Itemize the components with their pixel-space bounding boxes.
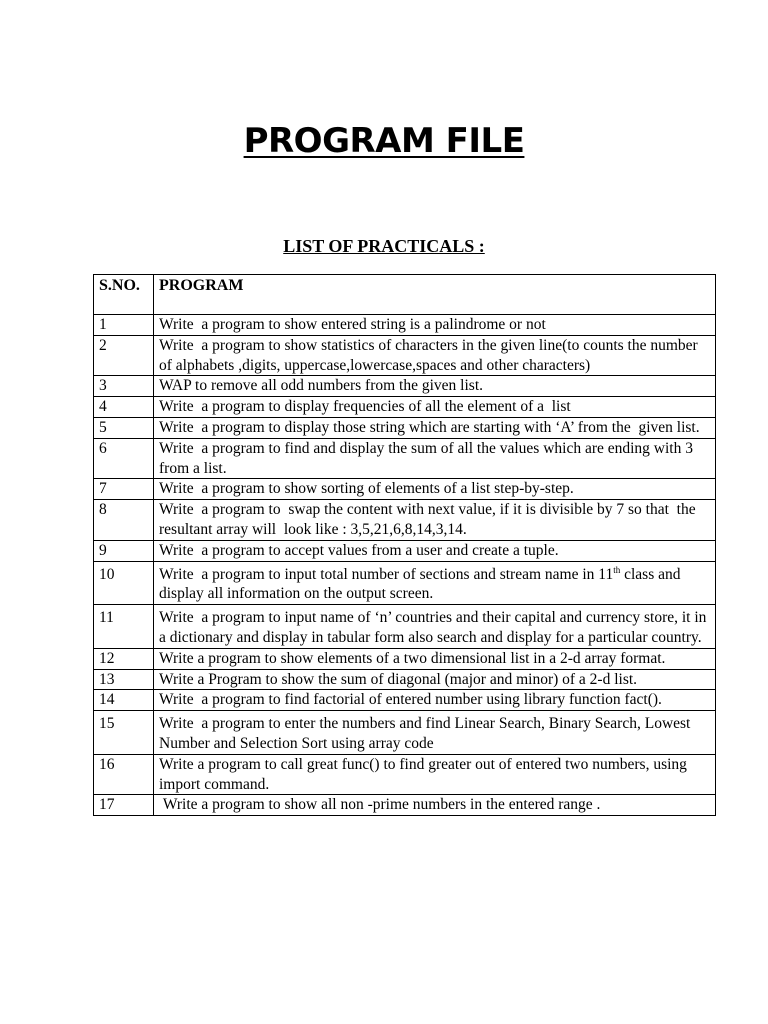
table-row (94, 754, 716, 795)
row-sno: 6 (94, 438, 154, 479)
program-text: Write a program to swap the content with next value, if it is divisible by 7 so that the resultant array will look like : 3,5,21,6,8,14,3,14. (159, 501, 704, 538)
table-row (94, 648, 716, 669)
row-sno: 13 (94, 669, 154, 690)
program-text: Write a program to show entered string is a palindrome or not (159, 316, 546, 333)
program-text: Write a program to input total number of sections and stream name in 11 (159, 565, 614, 583)
row-sno: 12 (94, 648, 154, 669)
table-row (94, 795, 716, 816)
program-text: Write a program to find factorial of entered number using library function fact(). (159, 691, 662, 709)
program-text: Write a program to input name of ‘n’ countries and their capital and currency store, it in a dictionary and display in tabular form also search and display for a particular country. (159, 609, 711, 646)
table-row (94, 397, 716, 418)
program-text: Write a program to enter the numbers and find Linear Search, Binary Search, Lowest Number and Selection Sort using array code (159, 715, 695, 752)
column-header-program: PROGRAM (154, 275, 716, 315)
row-program (154, 438, 716, 479)
row-sno: 8 (94, 500, 154, 541)
row-program (154, 669, 716, 690)
table-row (94, 417, 716, 438)
program-text: Write a program to find and display the sum of all the values which are ending with 3 from a list. (159, 439, 697, 477)
page-title: PROGRAM FILE (243, 121, 525, 161)
program-text: WAP to remove all odd numbers from the given list. (159, 377, 484, 395)
row-program (154, 397, 716, 418)
row-sno: 7 (94, 479, 154, 500)
table-row (94, 540, 716, 561)
row-sno: 5 (94, 417, 154, 438)
program-text: Write a program to show all non -prime numbers in the entered range . (159, 796, 601, 814)
table-header-row (94, 275, 716, 315)
section-heading: LIST OF PRACTICALS : (283, 236, 485, 256)
table-row (94, 376, 716, 397)
table-row (94, 561, 716, 605)
row-program (154, 690, 716, 711)
program-text: Write a program to show elements of a two dimensional list in a 2-d array format. (159, 649, 666, 667)
table-row (94, 690, 716, 711)
table-row (94, 669, 716, 690)
row-program (154, 754, 716, 795)
program-text: Write a program to show sorting of elements of a list step-by-step. (159, 480, 574, 498)
program-text: Write a program to call great func() to find greater out of entered two numbers, using import command. (159, 755, 691, 793)
table-row (94, 479, 716, 500)
program-text-continued: class and display all information on the output screen. (159, 565, 685, 603)
row-program (154, 500, 716, 541)
table-row (94, 711, 716, 755)
row-sno: 9 (94, 540, 154, 561)
row-sno: 11 (94, 605, 154, 649)
practicals-table (93, 274, 716, 816)
row-sno: 16 (94, 754, 154, 795)
row-sno: 15 (94, 711, 154, 755)
row-program (154, 417, 716, 438)
program-text: Write a program to show statistics of characters in the given line(to counts the number of alphabets ,digits, uppercase,lowercase,spaces and other characters) (159, 336, 702, 374)
row-program (154, 648, 716, 669)
row-program (154, 711, 716, 755)
program-text: Write a program to accept values from a user and create a tuple. (159, 541, 559, 559)
program-superscript: th (613, 564, 621, 575)
program-text: Write a Program to show the sum of diagonal (major and minor) of a 2-d list. (159, 670, 638, 688)
row-sno: 4 (94, 397, 154, 418)
row-program (154, 479, 716, 500)
row-program (154, 315, 716, 336)
row-program (154, 795, 716, 816)
row-sno: 1 (94, 315, 154, 336)
row-program (154, 605, 716, 649)
program-text: Write a program to display frequencies of all the element of a list (159, 398, 571, 416)
table-row (94, 500, 716, 541)
column-header-sno: S.NO. (94, 275, 154, 315)
table-row (94, 605, 716, 649)
table-row (94, 335, 716, 376)
table-row (94, 438, 716, 479)
row-sno: 3 (94, 376, 154, 397)
row-sno: 2 (94, 335, 154, 376)
table-row (94, 315, 716, 336)
row-program (154, 561, 716, 605)
row-sno: 14 (94, 690, 154, 711)
row-sno: 10 (94, 561, 154, 605)
row-program (154, 376, 716, 397)
row-sno: 17 (94, 795, 154, 816)
program-text: Write a program to display those string which are starting with ‘A’ from the given list. (159, 418, 700, 436)
row-program (154, 540, 716, 561)
row-program (154, 335, 716, 376)
